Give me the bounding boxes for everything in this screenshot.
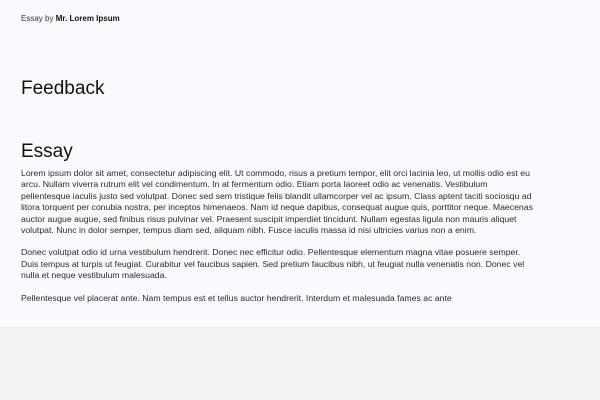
byline-prefix: Essay by	[21, 14, 54, 23]
bottom-overlay-panel	[0, 327, 600, 400]
essay-title: Essay	[21, 141, 73, 162]
essay-body	[21, 168, 533, 304]
essay-paragraph-1: Lorem ipsum dolor sit amet, consectetur adipiscing elit. Ut commodo, risus a pretium tempor, elit orci lacinia leo, ut mollis odio est eu arcu. Nullam viverra rutrum elit vel condimentum. In at fermentum odio. Etiam porta laoreet odio ac venenatis. Vestibulum pellentesque iaculis justo sed volutpat. Donec sed sem tristique felis blandit ullamcorper vel ac ipsum. Class aptent taciti sociosqu ad litora torquent per conubia nostra, per inceptos himenaeos. Nam id neque dapibus, consequat augue quis, porttitor neque. Maecenas auctor augue augue, sed finibus risus pulvinar vel. Praesent suscipit imperdiet tincidunt. Nullam egestas ligula non mauris aliquet volutpat. Nunc in dolor semper, tempus diam sed, aliquam nibh. Fusce iaculis massa id nisi ultricies varius non a enim.	[21, 168, 533, 236]
feedback-title: Feedback	[21, 78, 105, 99]
essay-byline	[21, 13, 120, 24]
essay-paragraph-2: Donec volutpat odio id urna vestibulum hendrerit. Donec nec efficitur odio. Pellentesque elementum magna vitae posuere semper. Duis tempus at turpis ut feugiat. Curabitur vel faucibus sapien. Sed pretium faucibus nibh, ut feugiat nulla venenatis non. Donec vel nulla et neque vestibulum malesuada.	[21, 247, 525, 281]
essay-paragraph-3: Pellentesque vel placerat ante. Nam tempus est et tellus auctor hendrerit. Interdum et malesuada fames ac ante	[21, 292, 452, 303]
author-name: Mr. Lorem Ipsum	[55, 14, 120, 23]
